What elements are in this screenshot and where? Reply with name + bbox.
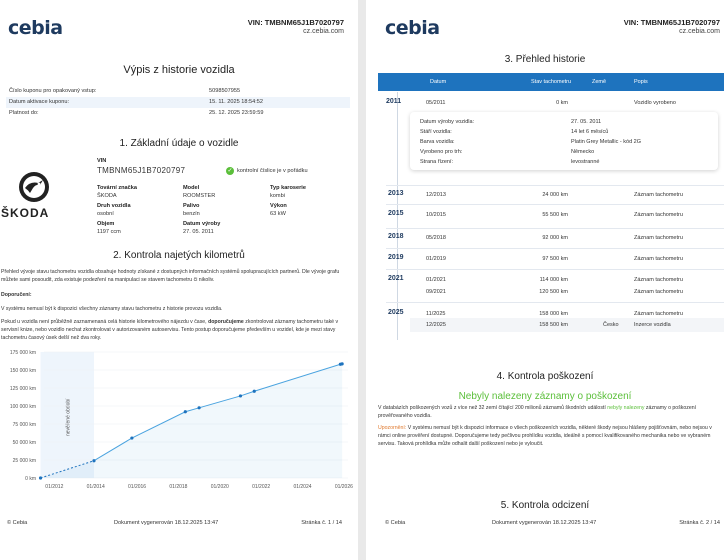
row-country: Česko — [603, 322, 619, 328]
coupon-row — [6, 97, 350, 108]
czech-flag-icon — [592, 322, 601, 328]
coupon-row — [6, 86, 350, 97]
vehicle-detail-card — [410, 112, 718, 170]
y-tick-label: 50 000 km — [12, 440, 36, 446]
field-label: Datum výroby — [183, 221, 221, 227]
row-description: Vozidlo vyrobeno — [634, 100, 676, 106]
detail-value: 27. 05. 2011 — [571, 119, 602, 125]
row-description: Záznam tachometru — [634, 192, 683, 198]
row-divider — [386, 204, 724, 205]
no-damage-headline: Nebyly nalezeny záznamy o poškození — [458, 391, 632, 402]
timeline-year: 2015 — [388, 210, 404, 217]
y-tick-label: 150 000 km — [9, 368, 36, 374]
x-tick-label: 01/2024 — [293, 484, 312, 490]
detail-label: Vyrobeno pro trh: — [420, 149, 463, 155]
vin-label: VIN — [97, 158, 107, 164]
unverified-period-label: nevěřené období — [65, 398, 72, 436]
damage-warning — [378, 424, 722, 448]
row-date: 01/2019 — [426, 256, 446, 262]
row-odometer: 158 000 km — [539, 311, 568, 317]
timeline-year: 2021 — [388, 275, 404, 282]
row-date: 05/2018 — [426, 235, 446, 241]
vin-value: TMBNM65J1B7020797 — [97, 166, 186, 175]
x-tick-label: 01/2026 — [334, 484, 353, 490]
coupon-value: 5098507955 — [209, 88, 241, 94]
field-label: Model — [183, 185, 200, 191]
section5-title: 5. Kontrola odcizení — [500, 500, 590, 511]
row-date: 11/2025 — [426, 311, 446, 317]
mileage-point — [253, 390, 256, 393]
mileage-point — [130, 436, 133, 439]
row-description: Záznam tachometru — [634, 277, 683, 283]
footer-generated: Dokument vygenerován 18.12.2025 13:47 — [492, 520, 597, 526]
row-date: 12/2025 — [426, 322, 446, 328]
x-tick-label: 01/2018 — [169, 484, 188, 490]
header-country: Země — [592, 79, 607, 85]
mileage-point — [239, 394, 242, 397]
row-odometer: 24 000 km — [542, 192, 568, 198]
field-label: Výkon — [270, 203, 287, 209]
damage-warning-label: Upozornění: — [378, 425, 407, 431]
field-label: Objem — [97, 221, 115, 227]
detail-label: Barva vozidla: — [420, 139, 455, 145]
row-divider — [386, 269, 724, 270]
row-odometer: 114 000 km — [539, 277, 568, 283]
check-icon: ✓ — [227, 168, 233, 174]
detail-label: Datum výroby vozidla: — [420, 119, 475, 125]
row-date: 10/2015 — [426, 212, 446, 218]
header-date: Datum — [430, 79, 447, 85]
detail-label: Stáří vozidla: — [420, 129, 452, 135]
row-odometer: 92 000 km — [542, 235, 568, 241]
recommendation-p2-a: Pokud u vozidla není průběžně zaznamenaná celá historie kilometrového nájezdu v čase, — [1, 319, 209, 325]
mileage-chart — [0, 346, 358, 494]
vin-header: VIN: TMBNM65J1B7020797 — [247, 18, 344, 27]
recommendation-p2 — [1, 318, 351, 342]
page-title: Výpis z historie vozidla — [123, 64, 235, 76]
coupon-label: Platnost do: — [9, 110, 39, 116]
y-tick-label: 100 000 km — [9, 404, 36, 410]
y-tick-label: 25 000 km — [12, 458, 36, 464]
row-date: 09/2021 — [426, 289, 446, 295]
timeline-year: 2025 — [388, 309, 404, 316]
detail-label: Strana řízení: — [420, 159, 454, 165]
row-divider — [386, 185, 724, 186]
y-tick-label: 0 km — [25, 476, 36, 482]
field-value: ROOMSTER — [183, 193, 216, 199]
mileage-intro: Přehled vývoje stavu tachometru vozidla obsahuje hodnoty získané z dostupných informačních systémů spolupracujících partnerů. Dle vývoje grafu můžete sami posoudit, zda existuje podezření na manipulaci se stavem tachometru či nikoliv. — [1, 269, 340, 283]
field-value: osobní — [97, 211, 114, 217]
cebia-logo: cebia — [385, 17, 440, 39]
damage-warning-text: V systému nemusí být k dispozici informace o všech poškozeních vozidla, některé škody nejsou hlášeny pojišťovnám, nebo nejsou v rámci online prověření dostupné. Doporučujeme tedy pečlivou prohlídku vozidla, ideálně s pomocí kvalifikovaného mechanika nebo ve vybraném servisu. Taková prohlídka může odhalit další poškození nebo je vyloučit. — [378, 425, 712, 447]
row-date: 05/2011 — [426, 100, 446, 106]
field-label: Typ karoserie — [270, 185, 306, 191]
skoda-emblem-icon — [18, 171, 50, 203]
recommendation-heading: Doporučení: — [1, 292, 32, 298]
footer-page-number: Stránka č. 2 / 14 — [679, 520, 720, 526]
section2-title: 2. Kontrola najetých kilometrů — [113, 250, 245, 261]
timeline-year: 2013 — [388, 190, 404, 197]
damage-p1-a: V databázích poškozených vozů z více než 32 zemí čítající 200 milionů záznamů škodních událostí — [378, 405, 608, 411]
footer-page-number: Stránka č. 1 / 14 — [301, 520, 342, 526]
field-value: kombi — [270, 193, 285, 199]
mileage-point — [198, 406, 201, 409]
row-divider — [386, 248, 724, 249]
row-odometer: 158 500 km — [539, 322, 568, 328]
field-value: 1197 ccm — [97, 229, 121, 235]
history-table-header — [378, 73, 724, 91]
header-description: Popis — [634, 79, 648, 85]
row-date: 12/2013 — [426, 192, 446, 198]
detail-value: 14 let 6 měsíců — [571, 129, 609, 135]
row-odometer: 55 500 km — [542, 212, 568, 218]
field-value: benzín — [183, 211, 200, 217]
row-description: Záznam tachometru — [634, 235, 683, 241]
footer-copyright: © Cebia — [385, 520, 406, 526]
row-description: Záznam tachometru — [634, 212, 683, 218]
coupon-value: 25. 12. 2025 23:59:59 — [209, 110, 264, 116]
x-tick-label: 01/2022 — [252, 484, 271, 490]
detail-value: Německo — [571, 149, 595, 155]
row-description: Záznam tachometru — [634, 256, 683, 262]
recommendation-p2-c: zkontrolovat záznamy tachometru také v servisní knize, nebo vozidlo nechat zkontrolovat v autorizovaném autoservisu. Tento postup doporučujeme především u vozidel, kde je mezi stavy tachometru časový úsek delší než dva roky. — [1, 319, 339, 341]
footer-generated: Dokument vygenerován 18.12.2025 13:47 — [114, 520, 219, 526]
coupon-label: Datum aktivace kuponu: — [9, 99, 70, 105]
cebia-logo: cebia — [8, 17, 63, 39]
x-tick-label: 01/2020 — [210, 484, 229, 490]
damage-paragraph — [378, 404, 722, 420]
vin-check-text: kontrolní číslice je v pořádku — [237, 168, 308, 174]
report-page-1 — [0, 0, 358, 560]
section4-title: 4. Kontrola poškození — [496, 371, 594, 382]
recommendation-p2-emph: doporučujeme — [208, 319, 244, 325]
row-description: Inzerce vozidla — [634, 322, 671, 328]
field-value: ŠKODA — [97, 193, 117, 199]
row-date: 01/2021 — [426, 277, 446, 283]
damage-p1-c: záznamy o poškození prověřovaného vozidla. — [378, 405, 697, 419]
x-tick-label: 01/2016 — [128, 484, 147, 490]
timeline-year: 2011 — [386, 98, 402, 105]
report-page-2 — [366, 0, 724, 560]
recommendation-p1: V systému nemusí být k dispozici všechny záznamy stavu tachometru z historie provozu vozidla. — [1, 306, 223, 312]
domain-header: cz.cebia.com — [679, 28, 720, 35]
y-tick-label: 175 000 km — [9, 350, 36, 356]
footer-copyright: © Cebia — [7, 520, 28, 526]
section3-title: 3. Přehled historie — [504, 54, 586, 65]
section1-title: 1. Základní údaje o vozidle — [119, 138, 239, 149]
detail-value: levostranné — [571, 159, 600, 165]
field-label: Druh vozidla — [97, 203, 131, 209]
row-divider — [386, 228, 724, 229]
field-label: Palivo — [183, 203, 200, 209]
mileage-point — [39, 476, 42, 479]
row-odometer: 0 km — [556, 100, 568, 106]
row-odometer: 120 500 km — [539, 289, 568, 295]
damage-p1-emph: nebyly nalezeny — [607, 405, 645, 411]
domain-header: cz.cebia.com — [303, 28, 344, 35]
x-tick-label: 01/2014 — [86, 484, 105, 490]
field-value: 27. 05. 2011 — [183, 229, 214, 235]
row-odometer: 97 500 km — [542, 256, 568, 262]
x-tick-label: 01/2012 — [45, 484, 64, 490]
coupon-value: 15. 11. 2025 18:54:52 — [209, 99, 264, 105]
y-tick-label: 75 000 km — [12, 422, 36, 428]
timeline-year: 2018 — [388, 233, 404, 240]
row-description: Záznam tachometru — [634, 311, 683, 317]
skoda-wordmark: ŠKODA — [1, 206, 50, 220]
mileage-point — [92, 459, 95, 462]
y-tick-label: 125 000 km — [9, 386, 36, 392]
vin-header: VIN: TMBNM65J1B7020797 — [623, 18, 720, 27]
coupon-row — [6, 108, 350, 119]
field-value: 63 kW — [270, 211, 286, 217]
mileage-point — [184, 410, 187, 413]
row-description: Záznam tachometru — [634, 289, 683, 295]
detail-value: Platin Grey Metallic - kód 2G — [571, 139, 641, 145]
mileage-point — [341, 362, 344, 365]
timeline-year: 2019 — [388, 254, 404, 261]
header-odometer: Stav tachometru — [531, 79, 572, 85]
coupon-label: Číslo kuponu pro opakovaný vstup: — [9, 88, 97, 94]
field-label: Tovární značka — [97, 185, 137, 191]
row-divider — [386, 302, 724, 303]
